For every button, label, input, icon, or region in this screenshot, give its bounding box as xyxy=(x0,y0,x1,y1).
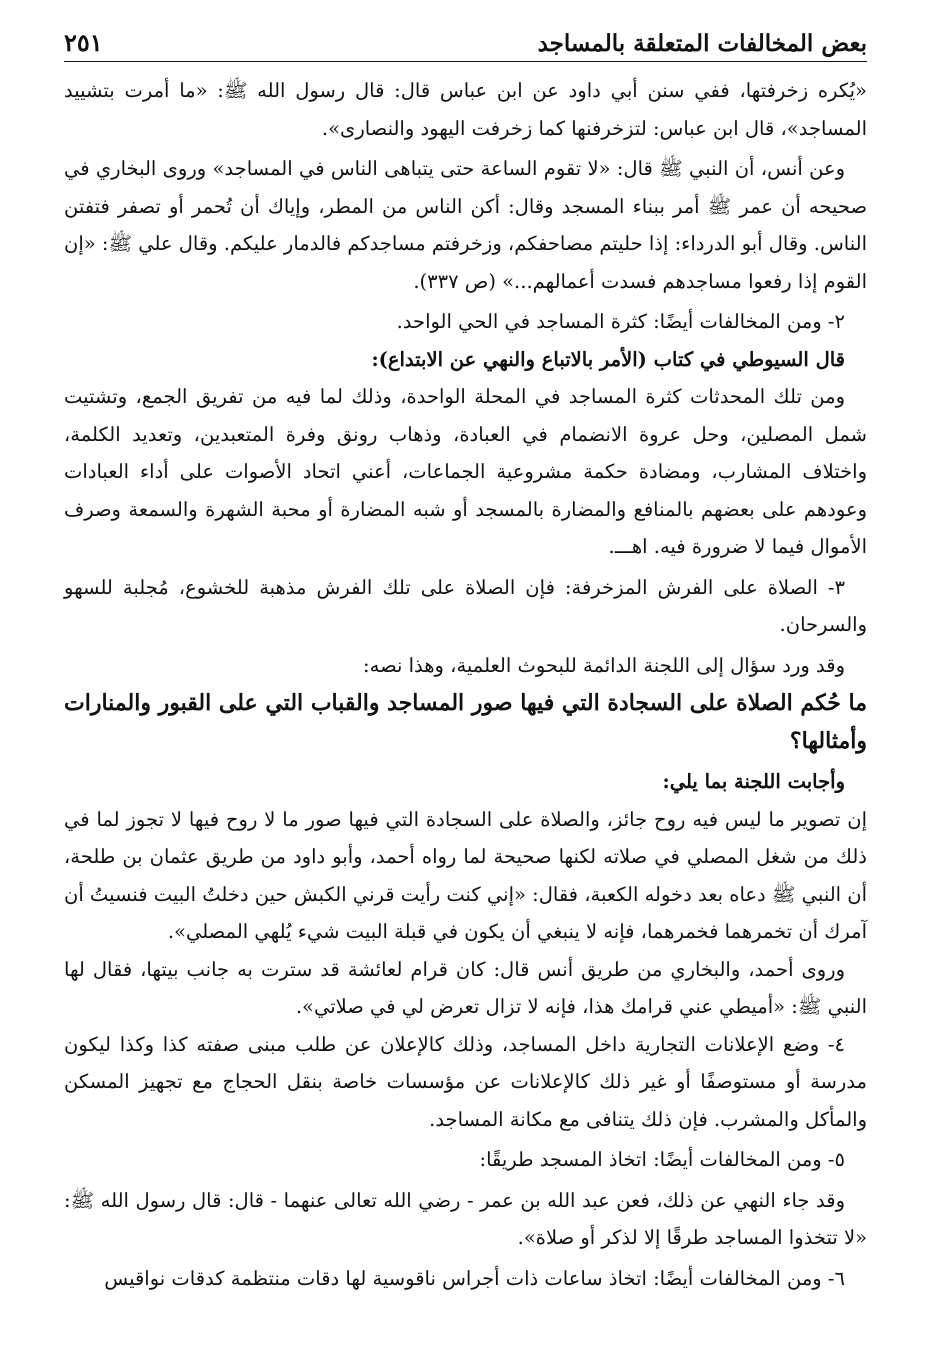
section-heading-3: ٣- الصلاة على الفرش المزخرفة: فإن الصلاة على تلك الفرش مذهبة للخشوع، مُجلبة للسهو والسرحان. xyxy=(64,575,867,636)
section-heading-4: ٤- وضع الإعلانات التجارية داخل المساجد، وذلك كالإعلان عن طلب مبنى صفته كذا وكذا ليكون مدرسة أو مستوصفًا أو غير ذلك كالإعلانات عن مؤسسات خاصة بنقل الحجاج مع تجهيز المسكن والمأكل والمشرب. فإن ذلك يتنافى مع مكانة المساجد. xyxy=(64,1032,867,1131)
running-title: بعض المخالفات المتعلقة بالمساجد xyxy=(537,30,867,57)
page-header xyxy=(64,28,867,62)
paragraph-ibn-umar: وقد جاء النهي عن ذلك، فعن عبد الله بن عمر - رضي الله تعالى عنهما - قال: قال رسول الله ﷺ: «لا تتخذوا المساجد طرقًا إلا لذكر أو صلاة». xyxy=(64,1188,867,1249)
question-text: ما حُكم الصلاة على السجادة التي فيها صور المساجد والقباب التي على القبور والمنارات وأمثالها؟ xyxy=(64,690,867,754)
paragraph-aisha: وروى أحمد، والبخاري من طريق أنس قال: كان قرام لعائشة قد سترت به جانب بيتها، فقال لها النبي ﷺ: «أميطي عني قرامك هذا، فإنه لا تزال تعرض لي في صلاتي». xyxy=(64,957,867,1018)
page-body xyxy=(64,72,867,1297)
answer-heading: وأجابت اللجنة بما يلي: xyxy=(662,770,845,793)
paragraph-question-intro: وقد ورد سؤال إلى اللجنة الدائمة للبحوث العلمية، وهذا نصه: xyxy=(363,653,845,677)
page-number: ٢٥١ xyxy=(64,28,103,57)
suyuti-heading: قال السيوطي في كتاب (الأمر بالاتباع والنهي عن الابتداع): xyxy=(371,347,845,371)
paragraph-anas: وعن أنس، أن النبي ﷺ قال: «لا تقوم الساعة حتى يتباهى الناس في المساجد» وروى البخاري في صحيحه أن عمر ﷺ أمر ببناء المسجد وقال: أكن الناس من المطر، وإياك أن تُحمر أو تصفر فتفتن الناس. وقال أبو الدرداء: إذا حليتم مصاحفكم، وزخرفتم مساجدكم فالدمار عليكم. وقال علي ﷺ: «إن القوم إذا رفعوا مساجدهم فسدت أعمالهم...» (ص ٣٣٧). xyxy=(64,157,867,293)
section-heading-5: ٥- ومن المخالفات أيضًا: اتخاذ المسجد طريقًا: xyxy=(479,1148,845,1171)
paragraph-answer: إن تصوير ما ليس فيه روح جائز، والصلاة على السجادة التي فيها صور ما لا روح فيها لا تجوز لما في ذلك من شغل المصلي في صلاته لكنها صحيحة لما رواه أحمد، وأبو داود من طريق عثمان بن طلحة، أن النبي ﷺ دعاه بعد دخوله الكعبة، فقال: «إني كنت رأيت قرني الكبش حين دخلتُ البيت فنسيتُ أن آمرك أن تخمرهما فخمرهما، فإنه لا ينبغي أن يكون في قبلة البيت شيء يُلهي المصلي». xyxy=(64,807,867,943)
paragraph-suyuti: ومن تلك المحدثات كثرة المساجد في المحلة الواحدة، وذلك لما فيه من تفريق الجمع، وتشتيت شمل المصلين، وحل عروة الانضمام في العبادة، وذهاب رونق وفرة المتعبدين، وتعديد الكلمة، واختلاف المشارب، ومضادة حكمة مشروعية الجماعات، أعني اتحاد الأصوات على أداء العبادات وعودهم على بعضهم بالمنافع والمضارة بالمسجد أو شبه المضارة أو محبة الشهرة والسمعة وصرف الأموال فيما لا ضرورة فيه. اهـــ. xyxy=(64,385,867,558)
section-heading-6: ٦- ومن المخالفات أيضًا: اتخاذ ساعات ذات أجراس ناقوسية لها دقات منتظمة كدقات نواقيس xyxy=(104,1266,845,1290)
paragraph-quote-abbas: «يُكره زخرفتها، ففي سنن أبي داود عن ابن عباس قال: قال رسول الله ﷺ: «ما أمرت بتشييد المساجد»، قال ابن عباس: لتزخرفنها كما زخرفت اليهود والنصارى». xyxy=(64,79,867,140)
section-heading-2: ٢- ومن المخالفات أيضًا: كثرة المساجد في الحي الواحد. xyxy=(396,310,845,333)
